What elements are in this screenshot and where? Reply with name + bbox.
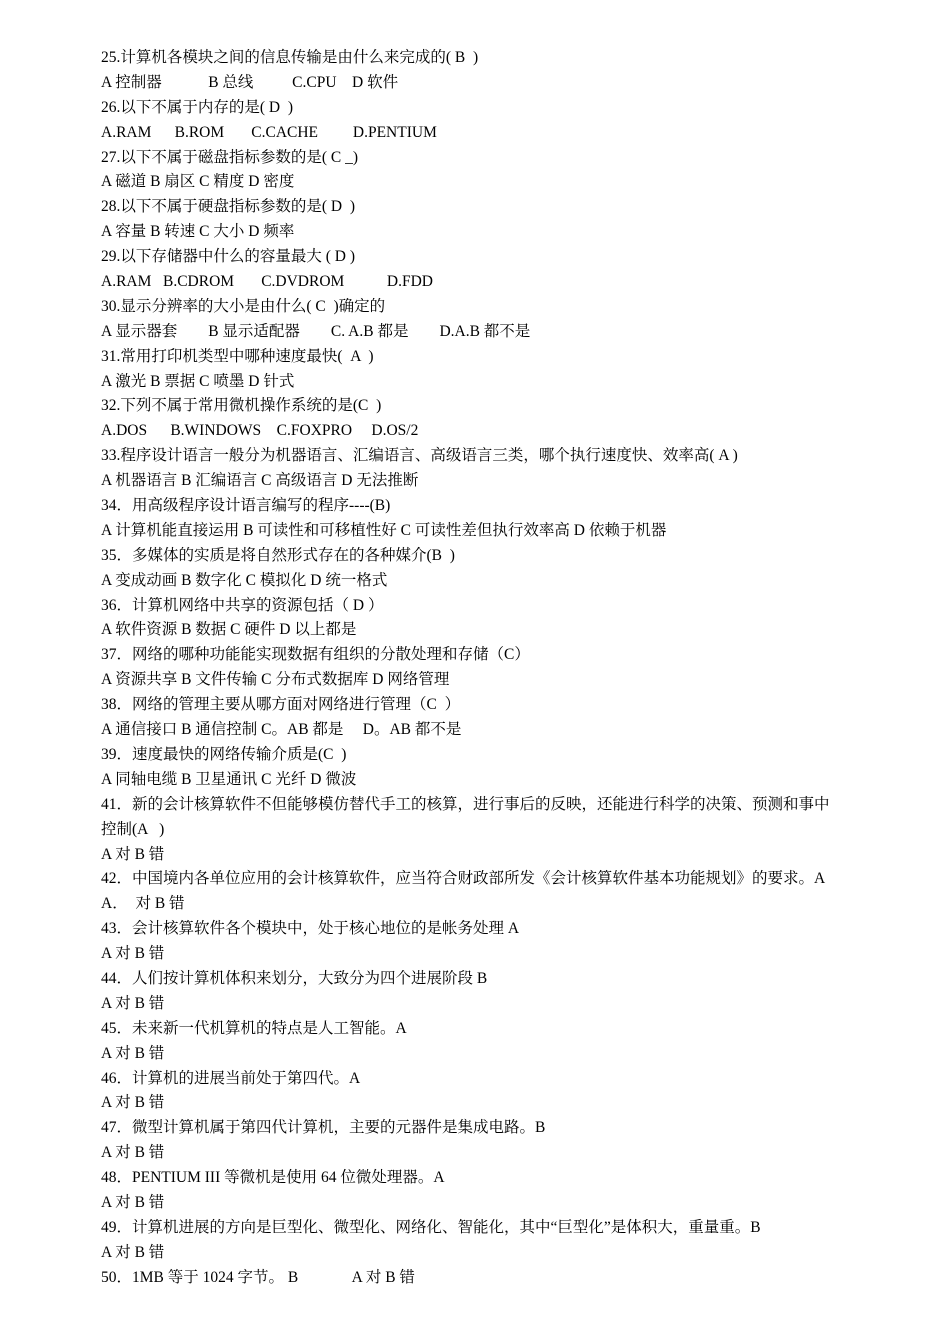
text-line: A 磁道 B 扇区 C 精度 D 密度 — [101, 173, 295, 191]
text-line: A 对 B 错 — [101, 1094, 165, 1112]
text-line: 31.常用打印机类型中哪种速度最快( A ) — [101, 347, 374, 365]
text-line: A 显示器套 B 显示适配器 C. A.B 都是 D.A.B 都不是 — [101, 322, 531, 340]
text-line: A.RAM B.CDROM C.DVDROM D.FDD — [101, 273, 434, 291]
text-line: 27.以下不属于磁盘指标参数的是( C _) — [101, 148, 359, 166]
text-line: 44．人们按计算机体积来划分，大致分为四个进展阶段 B — [101, 969, 488, 987]
text-line: A 对 B 错 — [101, 1243, 165, 1261]
text-line: A 机器语言 B 汇编语言 C 高级语言 D 无法推断 — [101, 472, 419, 490]
text-line: A 对 B 错 — [101, 945, 165, 963]
text-line: A 资源共享 B 文件传输 C 分布式数据库 D 网络管理 — [101, 671, 450, 689]
text-line: 42．中国境内各单位应用的会计核算软件，应当符合财政部所发《会计核算软件基本功能规划》的要求。A — [101, 870, 826, 888]
text-line: 41．新的会计核算软件不但能够模仿替代手工的核算，进行事后的反映，还能进行科学的决策、预测和事中 — [101, 795, 830, 813]
text-line: A 对 B 错 — [101, 1044, 165, 1062]
text-line: 34．用高级程序设计语言编写的程序----(B) — [101, 497, 391, 515]
text-line: 47．微型计算机属于第四代计算机，主要的元器件是集成电路。B — [101, 1119, 546, 1137]
text-line: 33.程序设计语言一般分为机器语言、汇编语言、高级语言三类，哪个执行速度快、效率高( A ) — [101, 447, 738, 465]
text-line: 30.显示分辨率的大小是由什么( C )确定的 — [101, 297, 386, 315]
text-line: A 对 B 错 — [101, 845, 165, 863]
text-line: 32.下列不属于常用微机操作系统的是(C ) — [101, 397, 382, 415]
text-line: A 同轴电缆 B 卫星通讯 C 光纤 D 微波 — [101, 770, 357, 788]
text-line: A 变成动画 B 数字化 C 模拟化 D 统一格式 — [101, 571, 388, 589]
text-line: 25.计算机各模块之间的信息传输是由什么来完成的( B ) — [101, 49, 479, 66]
text-line: A 控制器 B 总线 C.CPU D 软件 — [101, 73, 399, 91]
text-line: 39．速度最快的网络传输介质是(C ) — [101, 745, 347, 763]
text-line: A.RAM B.ROM C.CACHE D.PENTIUM — [101, 123, 437, 141]
text-line: 46．计算机的进展当前处于第四代。A — [101, 1069, 361, 1087]
text-line: A 对 B 错 — [101, 1144, 165, 1162]
text-line: 35．多媒体的实质是将自然形式存在的各种媒介(B ) — [101, 546, 455, 564]
text-line: 26.以下不属于内存的是( D ) — [101, 98, 294, 116]
text-line: 29.以下存储器中什么的容量最大 ( D ) — [101, 248, 356, 266]
text-line: 43．会计核算软件各个模块中，处于核心地位的是帐务处理 A — [101, 920, 520, 938]
text-line: 38．网络的管理主要从哪方面对网络进行管理（C ） — [101, 696, 461, 714]
text-line: 50．1MB 等于 1024 字节。 B A 对 B 错 — [101, 1268, 415, 1286]
text-line: A 计算机能直接运用 B 可读性和可移植性好 C 可读性差但执行效率高 D 依赖于机器 — [101, 521, 667, 539]
text-line: 37．网络的哪种功能能实现数据有组织的分散处理和存储（C） — [101, 646, 530, 664]
text-line: A.DOS B.WINDOWS C.FOXPRO D.OS/2 — [101, 422, 419, 440]
text-line: 36．计算机网络中共享的资源包括（ D ） — [101, 596, 384, 614]
text-line: 49．计算机进展的方向是巨型化、微型化、网络化、智能化，其中“巨型化”是体积大，重量重。B — [101, 1218, 761, 1236]
text-line: A 对 B 错 — [101, 1193, 165, 1211]
text-line: A 通信接口 B 通信控制 C。AB 都是 D。AB 都不是 — [101, 721, 462, 739]
text-line: A 软件资源 B 数据 C 硬件 D 以上都是 — [101, 621, 357, 639]
text-line: A 对 B 错 — [101, 994, 165, 1012]
text-line: A 激光 B 票据 C 喷墨 D 针式 — [101, 372, 295, 390]
text-line: 48．PENTIUM III 等微机是使用 64 位微处理器。A — [101, 1169, 445, 1187]
text-line: 28.以下不属于硬盘指标参数的是( D ) — [101, 198, 356, 216]
document-body — [101, 46, 901, 1291]
text-line: 45．未来新一代机算机的特点是人工智能。A — [101, 1019, 407, 1037]
text-line: A． 对 B 错 — [101, 895, 185, 913]
text-line: 控制(A ) — [101, 820, 165, 838]
text-line: A 容量 B 转速 C 大小 D 频率 — [101, 223, 295, 241]
